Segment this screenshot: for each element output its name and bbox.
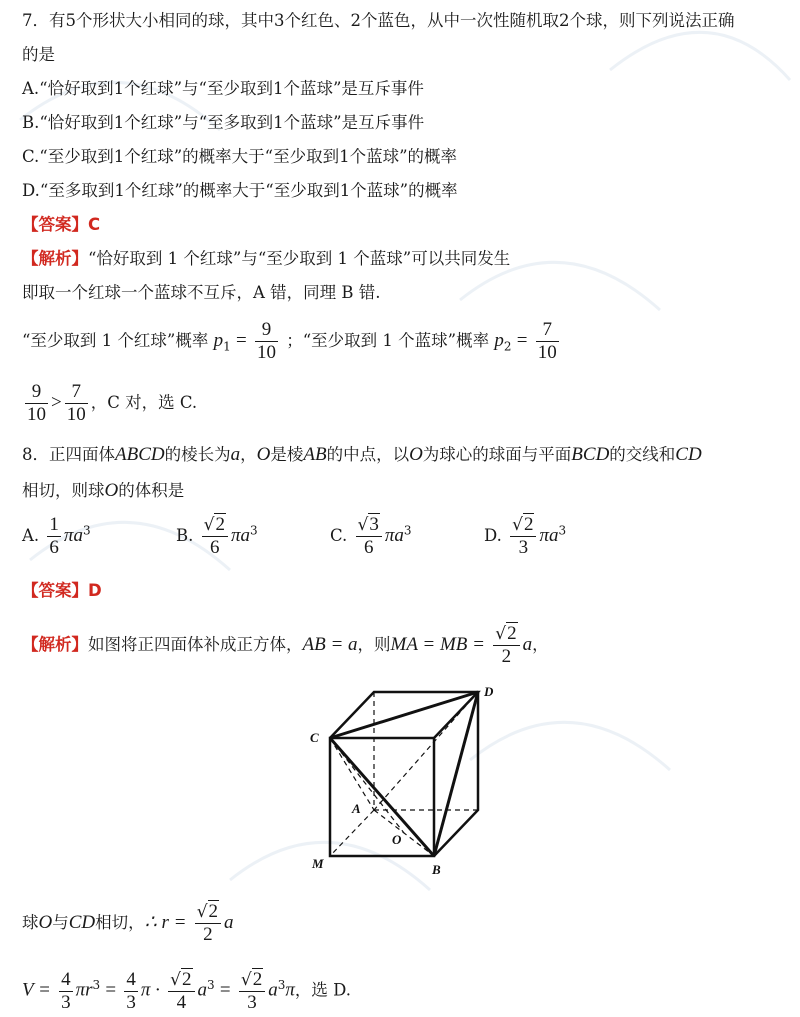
q8-stem-line2: 相切，则球O的体积是 (22, 480, 185, 501)
q8-tangent-line: 球O与CD相切，∴ r = $\frac{√2}{2}$ a (22, 901, 234, 945)
q7-answer (22, 214, 100, 236)
q8-option-c: C. $\frac{√3}{6}$ $\pi a^3$ (330, 514, 412, 558)
label-b: B (432, 862, 441, 877)
q7-option-b: B.“恰好取到1个红球”与“至多取到1个蓝球”是互斥事件 (22, 113, 425, 132)
q8-volume-line: V = $\frac{4}{3}$ $\pi r^3$ = $\frac{4}{3}$ π · $\frac{√2}{4}$ $a^3$ = $\frac{√2}{3}$ $a^3\pi$，选 D. (22, 968, 352, 1013)
label-a: A (352, 801, 361, 816)
segment-co (330, 738, 404, 833)
q8-option-b: B. $\frac{√2}{6}$ $\pi a^3$ (176, 514, 258, 558)
label-d: D (484, 684, 494, 699)
q7-option-c: C.“至少取到1个红球”的概率大于“至少取到1个蓝球”的概率 (22, 147, 458, 166)
q7-analysis-line2: 即取一个红球一个蓝球不互斥，A 错，同理 B 错. (22, 283, 381, 302)
p1-symbol: p (213, 330, 224, 351)
p2-symbol: p (494, 330, 504, 351)
cmp-fraction-2: $\frac{7}{10}$ (66, 381, 86, 425)
q7-option-d: D.“至多取到1个红球”的概率大于“至少取到1个蓝球”的概率 (22, 181, 458, 200)
label-c: C (310, 730, 319, 745)
answer-value: C (88, 215, 101, 234)
analysis-label: 【解析】 (22, 249, 88, 268)
p1-text: “至少取到 1 个红球”概率 (22, 331, 209, 350)
analysis-label: 【解析】 (22, 635, 88, 654)
answer-label: 【答案】 (22, 215, 88, 234)
p1-sub: 1 (223, 339, 231, 354)
cmp-tail: ，C 对，选 C. (90, 393, 198, 412)
p2-text: ；“至少取到 1 个蓝球”概率 (286, 331, 490, 350)
q8-option-d: D. $\frac{√2}{3}$ $\pi a^3$ (484, 514, 567, 558)
analysis-text: “恰好取到 1 个红球”与“至少取到 1 个蓝球”可以共同发生 (88, 249, 511, 268)
hidden-edge-depth (330, 810, 374, 856)
q7-stem-line2: 的是 (22, 45, 55, 64)
q7-option-a: A.“恰好取到1个红球”与“至少取到1个蓝球”是互斥事件 (22, 79, 424, 98)
q8-stem-line1: 8．正四面体ABCD的棱长为a，O是棱AB的中点，以O为球心的球面与平面BCD的交线和CD (22, 444, 702, 465)
q7-stem-line1: 7．有5个形状大小相同的球，其中3个红色、2个蓝色，从中一次性随机取2个球，则下列说法正确 (22, 11, 735, 30)
q7-probabilities: “至少取到 1 个红球”概率 $p_1$ = $\frac{9}{10}$ ；“至少取到 1 个蓝球”概率 $p_2$ = $\frac{7}{10}$ (22, 319, 557, 363)
p1-fraction: $\frac{9}{10}$ (256, 319, 276, 363)
answer-label: 【答案】 (22, 581, 88, 600)
q8-analysis-line1: 【解析】如图将正四面体补成正方体，AB = a，则MA = MB = $\frac{√2}{2}$ a， (22, 623, 549, 667)
cmp-fraction-1: $\frac{9}{10}$ (27, 381, 46, 425)
edge-ca (330, 738, 374, 810)
edge-cb (330, 738, 434, 856)
p2-fraction: $\frac{7}{10}$ (537, 319, 557, 363)
q7-analysis-line1 (22, 248, 510, 270)
q7-comparison: $\frac{9}{10}$ > $\frac{7}{10}$ ，C 对，选 C. (27, 381, 198, 425)
label-o: O (392, 832, 402, 847)
label-m: M (312, 856, 324, 871)
cube-figure (300, 680, 520, 880)
q8-answer (22, 580, 102, 602)
answer-value: D (88, 581, 102, 600)
q8-option-a: A. $\frac{1}{6}$ $\pi a^3$ (22, 514, 91, 558)
p2-sub: 2 (503, 339, 512, 354)
